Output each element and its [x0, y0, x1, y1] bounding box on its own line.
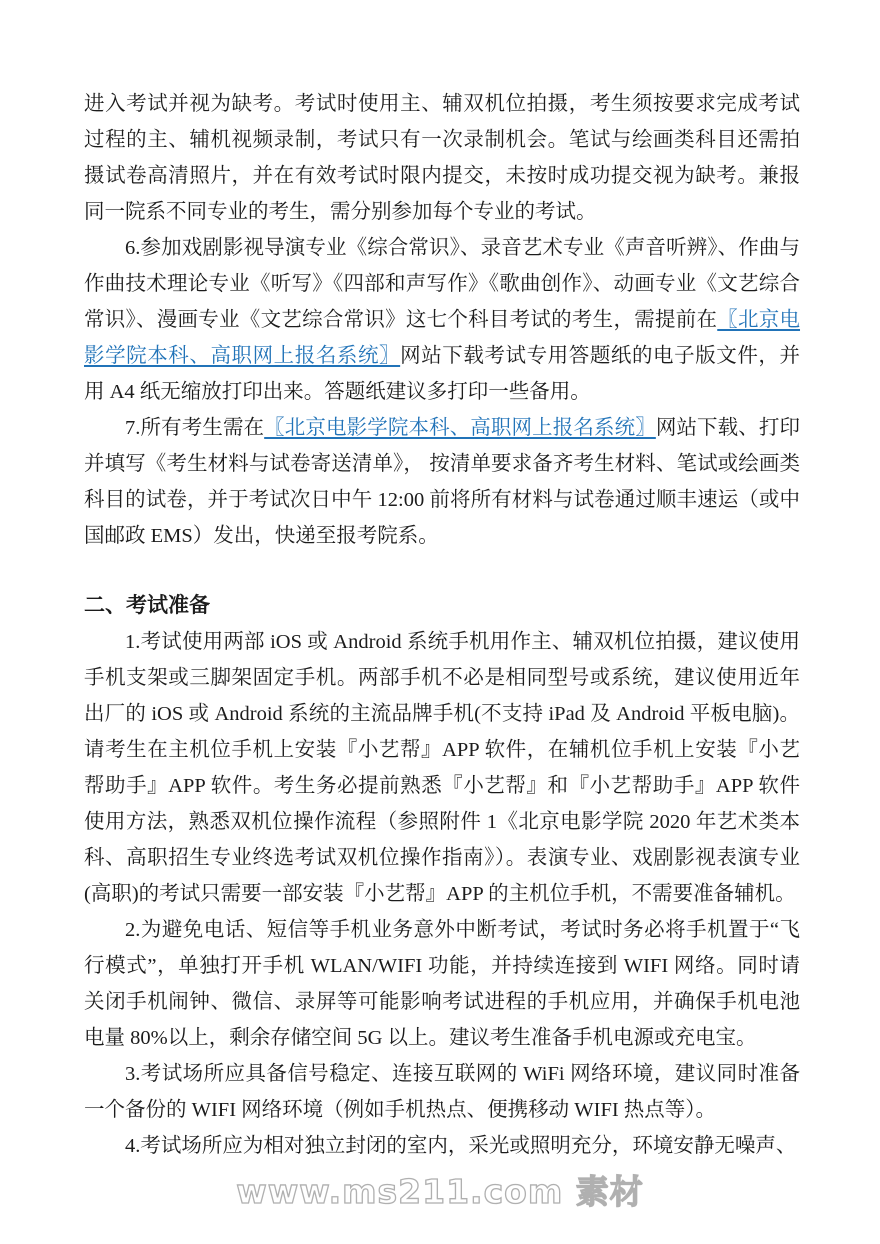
text-run: 网站下载、打印并填写《考生材料与试卷寄送清单》， 按清单要求备齐考生材料、笔试或绘画类科目的试卷，并于考试次日中午 12:00 前将所有材料与试卷通过顺丰速运（或中国邮政 EMS）发出，快递至报考院系。: [84, 417, 801, 547]
paragraph: [84, 410, 800, 554]
text-run: 6.参加戏剧影视导演专业《综合常识》、录音艺术专业《声音听辨》、作曲与作曲技术理论专业《听写》《四部和声写作》《歌曲创作》、动画专业《文艺综合常识》、漫画专业《文艺综合常识》这七个科目考试的考生，需提前在: [84, 237, 800, 331]
paragraph: [84, 230, 800, 410]
text-run: 1.考试使用两部 iOS 或 Android 系统手机用作主、辅双机位拍摄，建议使用手机支架或三脚架固定手机。两部手机不必是相同型号或系统，建议使用近年出厂的 iOS 或 Android 系统的主流品牌手机(不支持 iPad 及 Android 平板电脑)。请考生在主机位手机上安装『小艺帮』APP 软件，在辅机位手机上安装『小艺帮助手』APP 软件。考生务必提前熟悉『小艺帮』和『小艺帮助手』APP 软件使用方法，熟悉双机位操作流程（参照附件 1《北京电影学院 2020 年艺术类本科、高职招生专业终选考试双机位操作指南》）。表演专业、戏剧影视表演专业(高职)的考试只需要一部安装『小艺帮』APP 的主机位手机，不需要准备辅机。: [84, 631, 800, 905]
text-run: 网站下载考试专用答题纸的电子版文件，并用 A4 纸无缩放打印出来。答题纸建议多打印一些备用。: [84, 345, 801, 403]
text-run: 进入考试并视为缺考。考试时使用主、辅双机位拍摄，考生须按要求完成考试过程的主、辅机视频录制，考试只有一次录制机会。笔试与绘画类科目还需拍摄试卷高清照片，并在有效考试时限内提交，未按时成功提交视为缺考。兼报同一院系不同专业的考生，需分别参加每个专业的考试。: [84, 93, 800, 223]
registration-system-link[interactable]: 〖北京电影学院本科、高职网上报名系统〗: [84, 309, 801, 367]
section-heading: [84, 588, 800, 624]
text-run: 二、考试准备: [84, 594, 210, 617]
text-run: 7.所有考生需在: [125, 417, 265, 439]
text-run: 2.为避免电话、短信等手机业务意外中断考试，考试时务必将手机置于“飞行模式”，单独打开手机 WLAN/WIFI 功能，并持续连接到 WIFI 网络。同时请关闭手机闹钟、微信、录屏等可能影响考试进程的手机应用，并确保手机电池电量 80%以上，剩余存储空间 5G 以上。建议考生准备手机电源或充电宝。: [84, 919, 800, 1049]
text-run: 4.考试场所应为相对独立封闭的室内，采光或照明充分，环境安静无噪声、: [125, 1135, 797, 1157]
text-run: 3.考试场所应具备信号稳定、连接互联网的 WiFi 网络环境，建议同时准备一个备份的 WIFI 网络环境（例如手机热点、便携移动 WIFI 热点等）。: [84, 1063, 800, 1121]
paragraph: [84, 1128, 800, 1164]
paragraph: [84, 624, 800, 912]
paragraph: [84, 912, 800, 1056]
document-body: [84, 86, 800, 1164]
paragraph: [84, 86, 800, 230]
watermark: www.ms211.com 素材: [236, 1172, 644, 1211]
paragraph: [84, 1056, 800, 1128]
registration-system-link[interactable]: 〖北京电影学院本科、高职网上报名系统〗: [264, 417, 656, 439]
